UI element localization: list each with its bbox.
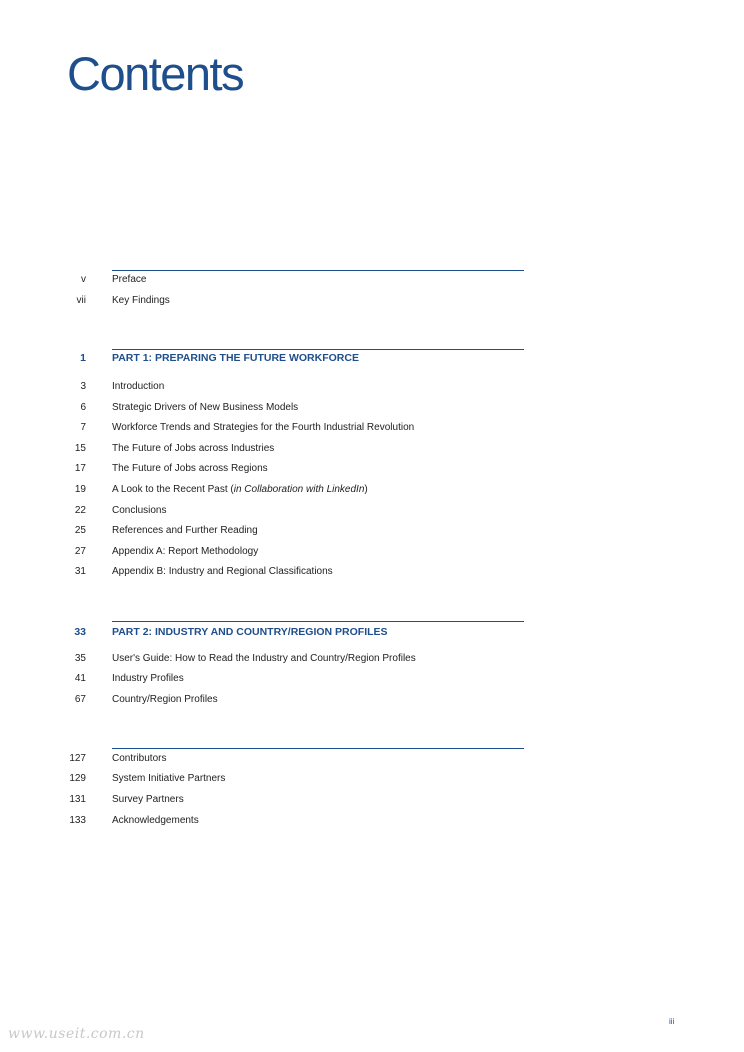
toc-entry-label [112, 544, 258, 560]
toc-entry[interactable] [60, 400, 524, 416]
toc-page-number: 35 [74, 653, 86, 664]
watermark: www.useit.com.cn [8, 1026, 145, 1042]
toc-entry-label [112, 293, 170, 309]
toc-page-number: 133 [69, 815, 86, 826]
toc-entry-label [112, 751, 166, 767]
toc-entry-label [112, 461, 268, 477]
toc-entry-text: A Look to the Recent Past ( [112, 484, 234, 495]
toc-entry-label [112, 692, 218, 708]
toc-entry-italic-text: in Collaboration with LinkedIn [233, 484, 365, 495]
toc-page-number: 131 [69, 794, 86, 805]
toc-page-number: 15 [74, 443, 86, 454]
section-divider [112, 621, 524, 622]
toc-entry[interactable] [60, 482, 524, 498]
toc-entry-label [112, 503, 166, 519]
toc-entry-text: System Initiative Partners [112, 773, 226, 784]
toc-page-number: 3 [80, 381, 86, 392]
toc-page-number: 22 [74, 505, 86, 516]
toc-page-number: 31 [74, 566, 86, 577]
toc-entry-label [112, 272, 146, 288]
toc-entry[interactable] [60, 651, 524, 667]
toc-entry-text: The Future of Jobs across Regions [112, 463, 268, 474]
toc-entry-label [112, 400, 298, 416]
toc-entry-text: Strategic Drivers of New Business Models [112, 402, 299, 413]
toc-page-number: 27 [74, 546, 86, 557]
toc-page-number: 41 [74, 673, 86, 684]
toc-entry[interactable] [60, 523, 524, 539]
toc-entry[interactable] [60, 544, 524, 560]
toc-entry-label [112, 771, 225, 787]
toc-entry[interactable] [60, 461, 524, 477]
toc-entry[interactable] [60, 813, 524, 829]
page-number: iii [669, 1017, 675, 1026]
toc-entry-label [112, 564, 333, 580]
toc-entry[interactable] [60, 792, 524, 808]
toc-entry[interactable] [60, 692, 524, 708]
toc-page-number: 19 [74, 484, 86, 495]
toc-entry-text: Workforce Trends and Strategies for the Fourth Industrial Revolution [112, 422, 415, 433]
toc-entry-label [112, 441, 274, 457]
toc-page-number: 129 [69, 773, 86, 784]
toc-entry-text: Industry Profiles [112, 673, 184, 684]
toc-entry-label [112, 651, 416, 667]
toc-entry-label [112, 671, 184, 687]
toc-entry-label [112, 624, 388, 640]
toc-entry-label [112, 482, 368, 498]
toc-entry[interactable] [60, 564, 524, 580]
toc-page-number: 17 [74, 463, 86, 474]
toc-entry[interactable] [60, 293, 524, 309]
toc-entry-text: Appendix B: Industry and Regional Classifications [112, 566, 333, 577]
toc-page-number: 1 [80, 352, 86, 364]
toc-page-number: 7 [80, 422, 86, 433]
toc-entry[interactable] [60, 420, 524, 436]
toc-page-number: 33 [74, 626, 86, 638]
section-divider [112, 748, 524, 749]
toc-entry-label [112, 813, 199, 829]
toc-page-number: 67 [74, 694, 86, 705]
toc-entry-text: Country/Region Profiles [112, 694, 218, 705]
toc-page-number: 127 [69, 753, 86, 764]
toc-part-heading[interactable] [60, 350, 524, 366]
toc-entry-text: References and Further Reading [112, 525, 258, 536]
toc-entry-suffix: ) [364, 484, 368, 495]
toc-entry-label [112, 350, 359, 366]
toc-part-heading[interactable] [60, 624, 524, 640]
toc-entry-text: Key Findings [112, 295, 170, 306]
toc-entry-text: Appendix A: Report Methodology [112, 546, 259, 557]
toc-page-number: 6 [80, 402, 86, 413]
toc-entry-text: Introduction [112, 381, 165, 392]
toc-entry-text: Conclusions [112, 505, 167, 516]
toc-entry-label [112, 523, 258, 539]
toc-entry-text: PART 1: PREPARING THE FUTURE WORKFORCE [112, 352, 359, 364]
toc-entry-text: Contributors [112, 753, 167, 764]
toc-entry[interactable] [60, 441, 524, 457]
toc-page-number: 25 [74, 525, 86, 536]
toc-entry[interactable] [60, 503, 524, 519]
toc-entry[interactable] [60, 272, 524, 288]
toc-entry-text: Survey Partners [112, 794, 184, 805]
toc-entry-label [112, 420, 414, 436]
toc-entry-label [112, 379, 164, 395]
toc-entry[interactable] [60, 671, 524, 687]
toc-page-number: vii [76, 295, 86, 306]
section-divider [112, 270, 524, 271]
toc-entry-label [112, 792, 184, 808]
toc-entry-text: The Future of Jobs across Industries [112, 443, 275, 454]
page-title: Contents [67, 47, 244, 100]
toc-entry[interactable] [60, 771, 524, 787]
toc-entry-text: User's Guide: How to Read the Industry and Country/Region Profiles [112, 653, 416, 664]
toc-entry[interactable] [60, 379, 524, 395]
toc-entry-text: Acknowledgements [112, 815, 199, 826]
toc-entry[interactable] [60, 751, 524, 767]
toc-page-number: v [81, 274, 86, 285]
toc-entry-text: PART 2: INDUSTRY AND COUNTRY/REGION PROFILES [112, 626, 388, 638]
toc-entry-text: Preface [112, 274, 147, 285]
